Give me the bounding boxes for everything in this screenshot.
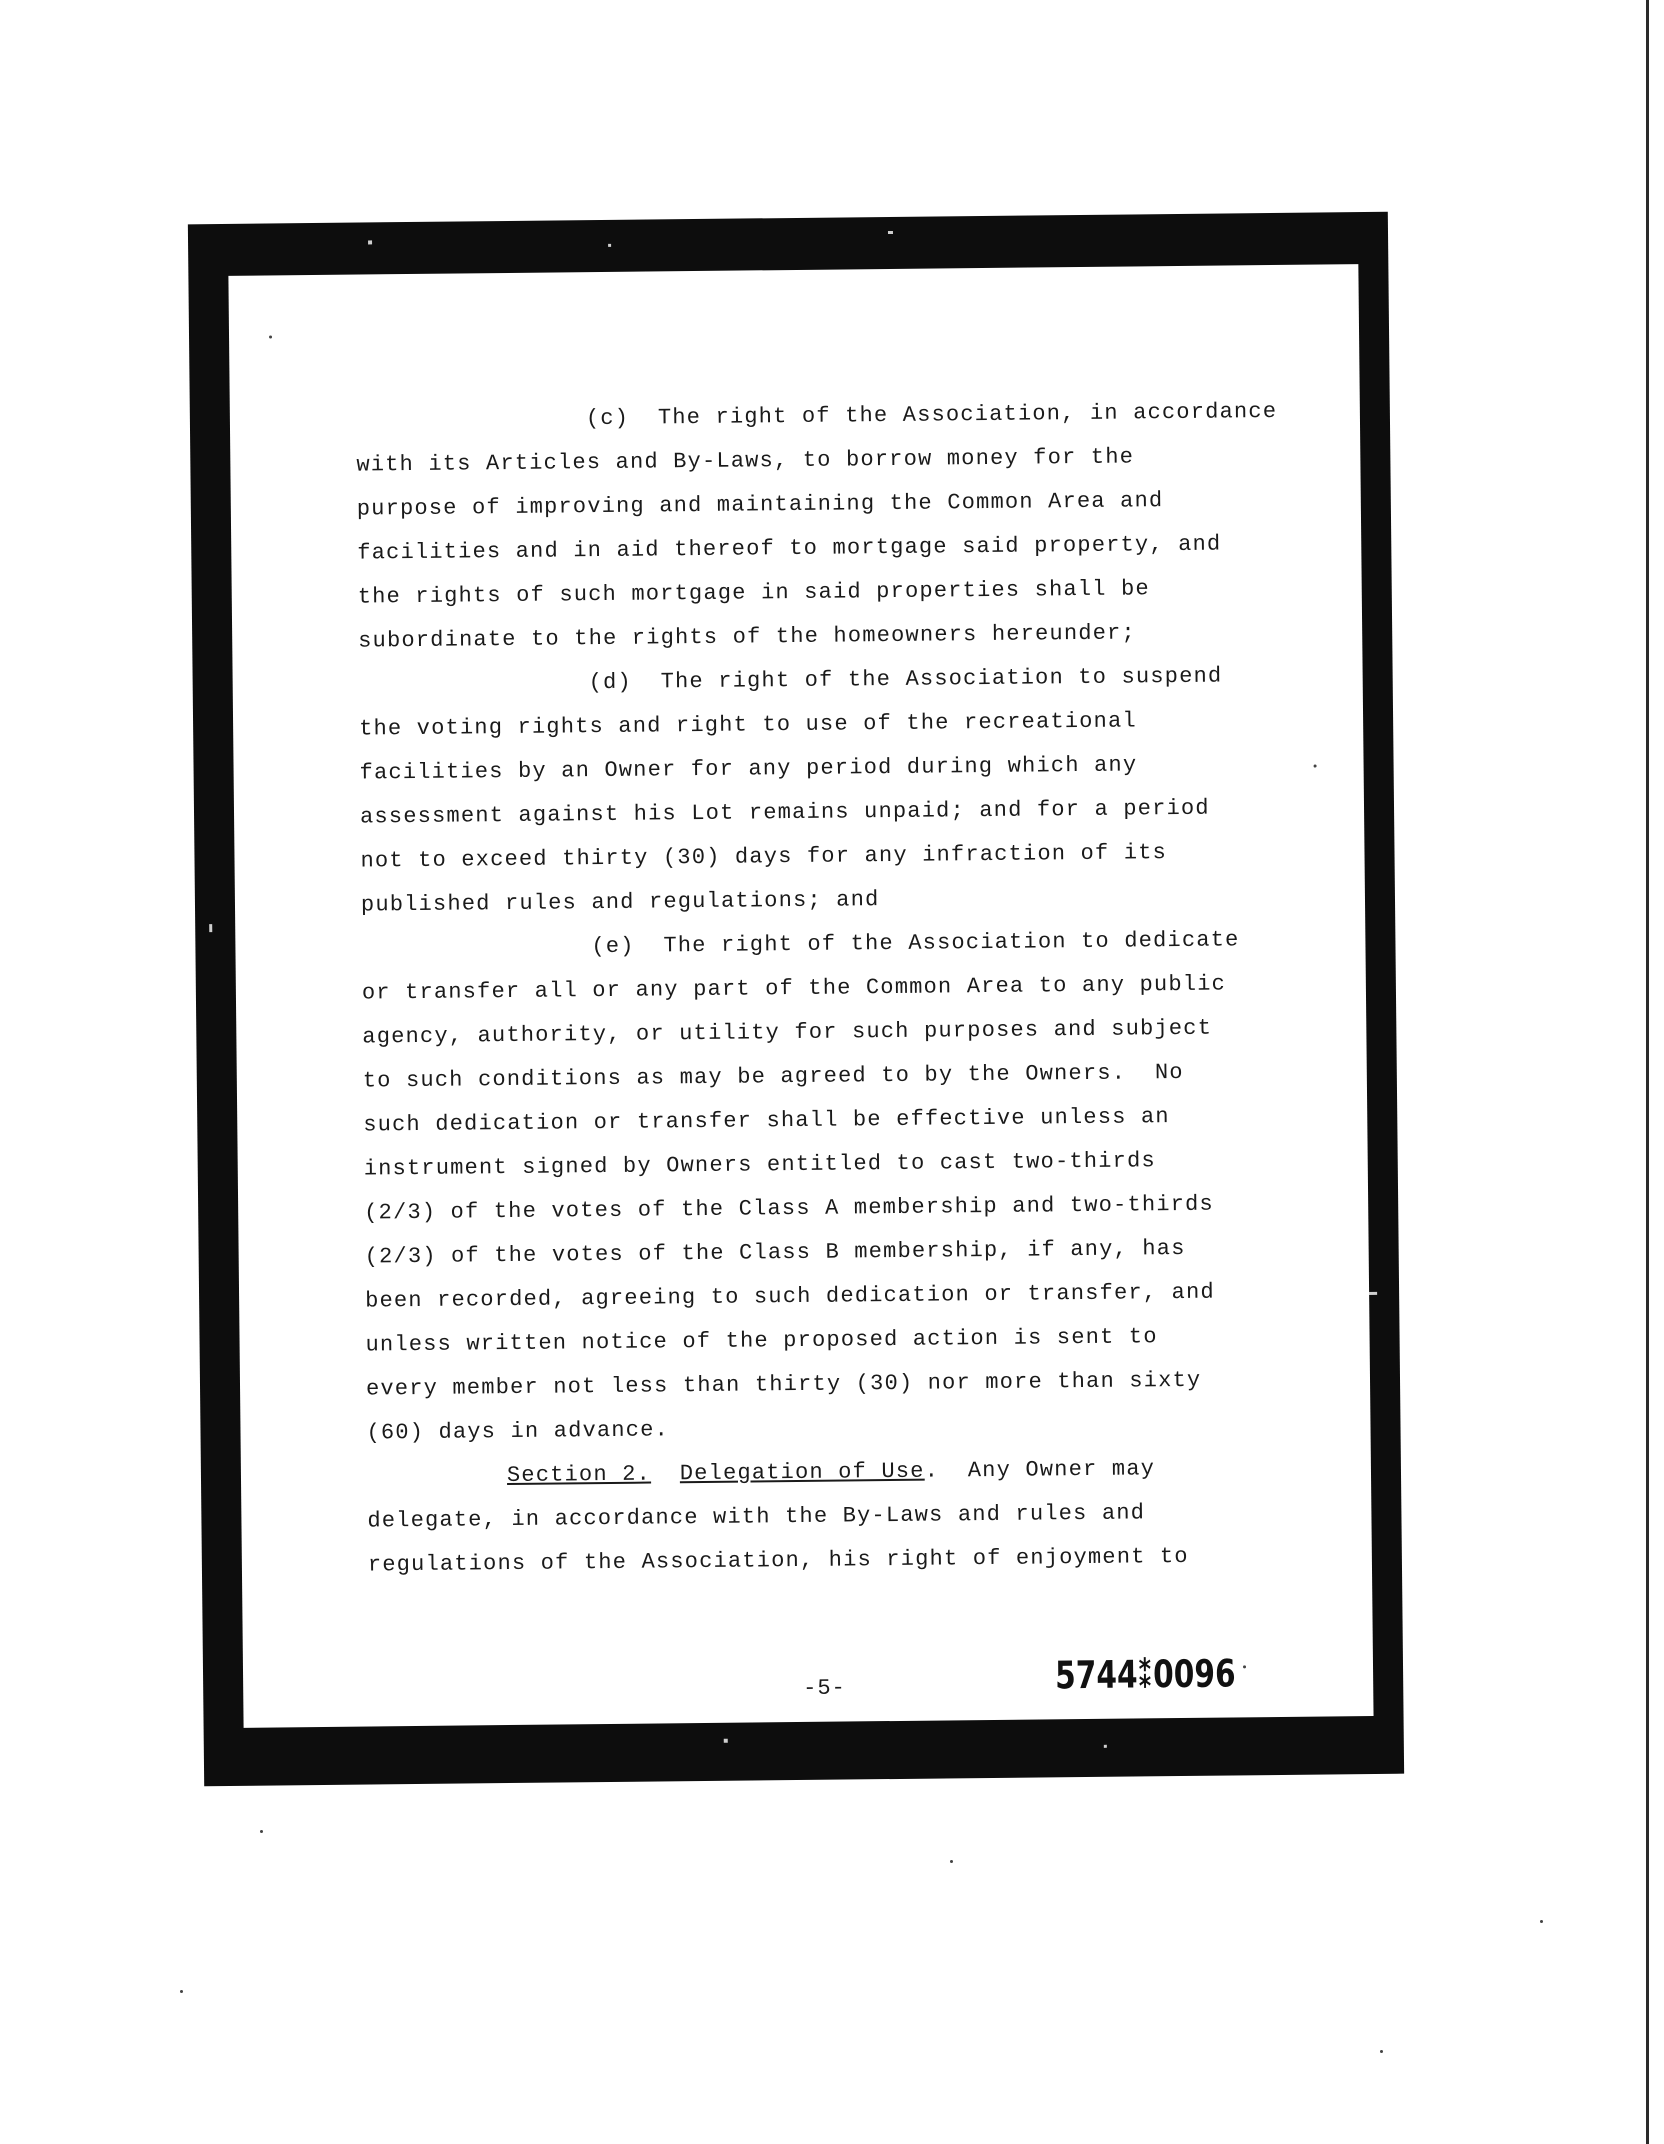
border-speck [1104, 1745, 1107, 1748]
section-2-title: Delegation of Use [679, 1458, 925, 1487]
paragraph-c-line-2: with its Articles and By-Laws, to borrow money for the [356, 444, 1135, 478]
paragraph-c-line-3: purpose of improving and maintaining the Common Area and [356, 488, 1164, 522]
scan-speck [1243, 1665, 1246, 1668]
scan-speck [260, 1830, 263, 1833]
paragraph-e-line-2: or transfer all or any part of the Common Area to any public [361, 971, 1227, 1006]
scan-speck [1540, 1920, 1543, 1923]
scan-speck [180, 1990, 183, 1993]
paragraph-c-line-5: the rights of such mortgage in said properties shall be [357, 576, 1150, 610]
paragraph-e-line-7: (2/3) of the votes of the Class A membership and two-thirds [364, 1191, 1215, 1226]
paragraph-c-line-1: (c) The right of the Association, in accordance [585, 398, 1278, 432]
scan-speck [1380, 2050, 1383, 2053]
paragraph-c-line-4: facilities and in aid thereof to mortgage said property, and [357, 531, 1222, 566]
section-2-heading: Section 2. [506, 1461, 652, 1489]
border-speck [724, 1739, 728, 1743]
section-2-line-2: delegate, in accordance with the By-Laws and rules and [367, 1500, 1146, 1534]
document-page [228, 264, 1373, 1728]
paragraph-e-line-12: (60) days in advance. [366, 1417, 670, 1446]
border-speck [608, 244, 611, 247]
page-number: -5- [803, 1675, 846, 1701]
paragraph-d-line-4: assessment against his Lot remains unpaid; and for a period [359, 795, 1210, 830]
paragraph-e-line-3: agency, authority, or utility for such purposes and subject [362, 1015, 1213, 1050]
paragraph-e-line-9: been recorded, agreeing to such dedication or transfer, and [365, 1279, 1215, 1314]
paragraph-e-line-10: unless written notice of the proposed action is sent to [365, 1324, 1158, 1358]
section-2-line-1: . Any Owner may [924, 1456, 1156, 1484]
paragraph-e-line-11: every member not less than thirty (30) nor more than sixty [365, 1367, 1202, 1402]
paragraph-d-line-1: (d) The right of the Association to suspend [588, 663, 1223, 696]
recording-stamp: 5744⁑0096 [1054, 1651, 1236, 1698]
paragraph-e-line-6: instrument signed by Owners entitled to cast two-thirds [363, 1148, 1156, 1182]
scan-speck [950, 1860, 953, 1863]
section-2-line-3: regulations of the Association, his right of enjoyment to [367, 1543, 1189, 1578]
border-speck [368, 240, 372, 244]
paragraph-e-line-5: such dedication or transfer shall be effective unless an [363, 1104, 1170, 1138]
paragraph-d-line-3: facilities by an Owner for any period during which any [359, 752, 1138, 786]
border-speck [209, 924, 212, 932]
paragraph-e-line-8: (2/3) of the votes of the Class B membership, if any, has [364, 1235, 1186, 1270]
scan-right-edge [1646, 0, 1649, 2144]
paragraph-e-line-1: (e) The right of the Association to dedicate [591, 927, 1240, 960]
paragraph-d-line-2: the voting rights and right to use of the recreational [359, 708, 1137, 742]
paragraph-c-line-6: subordinate to the rights of the homeowners hereunder; [358, 620, 1137, 654]
paragraph-d-line-5: not to exceed thirty (30) days for any infraction of its [360, 840, 1168, 874]
scan-speck [1314, 765, 1317, 768]
border-speck [888, 231, 893, 234]
photocopy-border [188, 212, 1404, 1786]
paragraph-d-line-6: published rules and regulations; and [360, 887, 880, 918]
paragraph-e-line-4: to such conditions as may be agreed to by the Owners. No [362, 1059, 1184, 1094]
section-2-first-line [507, 1456, 1155, 1489]
scan-speck [269, 335, 272, 338]
